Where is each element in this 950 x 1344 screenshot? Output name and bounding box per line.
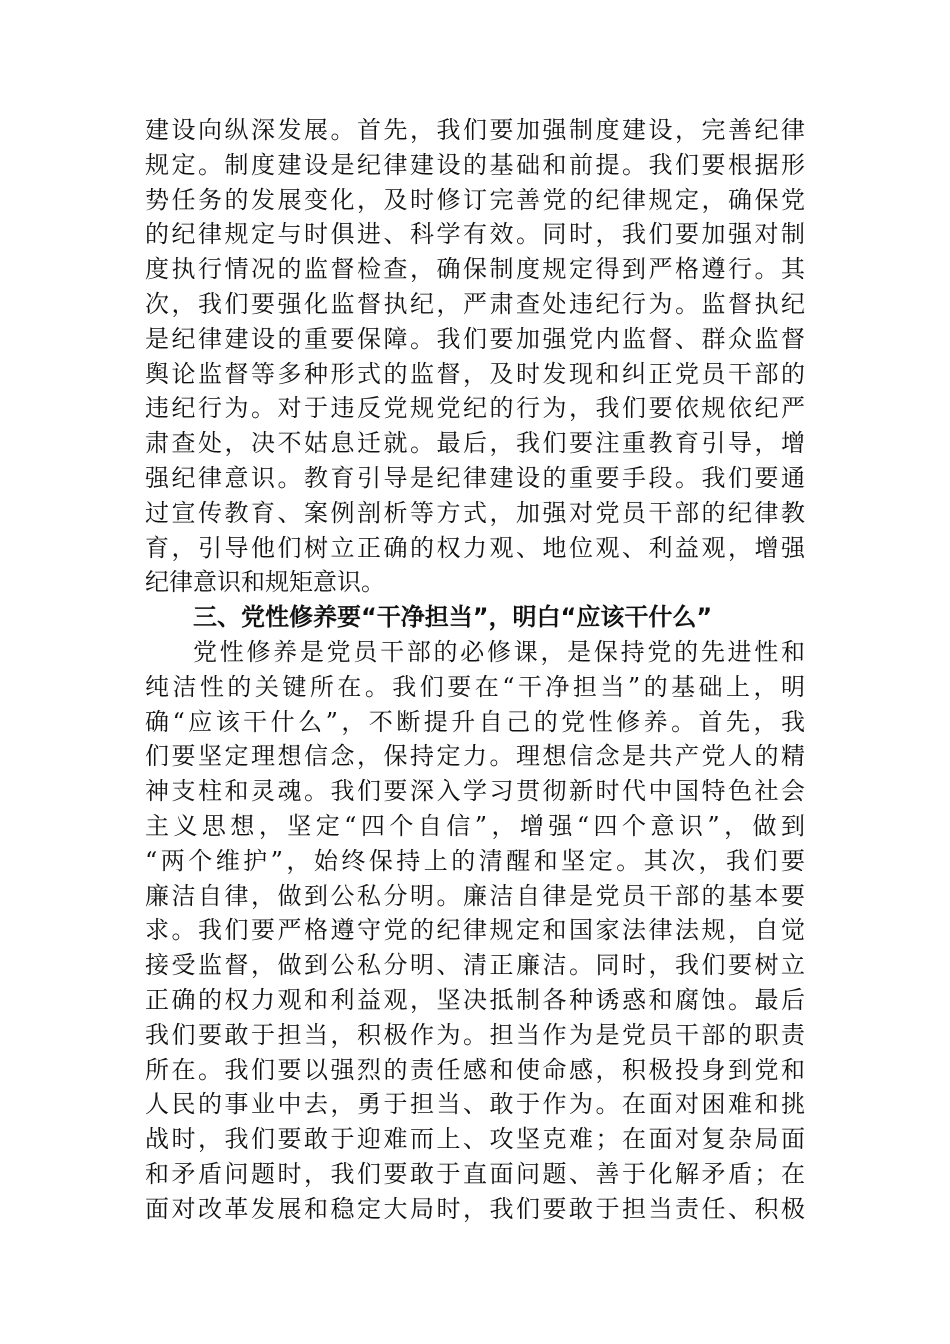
text-line: 战时，我们要敢于迎难而上、攻坚克难；在面对复杂局面 [145,1125,805,1154]
text-line: 廉洁自律，做到公私分明。廉洁自律是党员干部的基本要 [145,881,805,910]
text-line: 和矛盾问题时，我们要敢于直面问题、善于化解矛盾；在 [145,1159,805,1188]
text-line: 强纪律意识。教育引导是纪律建设的重要手段。我们要通 [145,463,805,492]
text-line: 党性修养是党员干部的必修课，是保持党的先进性和 [193,637,805,666]
text-line: “两个维护”，始终保持上的清醒和坚定。其次，我们要 [145,846,805,875]
text-line: 违纪行为。对于违反党规党纪的行为，我们要依规依纪严 [145,394,805,423]
text-line: 接受监督，做到公私分明、清正廉洁。同时，我们要树立 [145,951,805,980]
paragraph-party-spirit [145,635,805,1227]
paragraph-discipline [145,113,805,600]
text-line: 规定。制度建设是纪律建设的基础和前提。我们要根据形 [145,150,805,179]
text-line: 是纪律建设的重要保障。我们要加强党内监督、群众监督 [145,324,805,353]
text-line: 肃查处，决不姑息迁就。最后，我们要注重教育引导，增 [145,429,805,458]
text-line: 们要坚定理想信念，保持定力。理想信念是共产党人的精 [145,742,805,771]
text-line: 过宣传教育、案例剖析等方式，加强对党员干部的纪律教 [145,498,805,527]
text-line: 主义思想，坚定“四个自信”，增强“四个意识”，做到 [145,811,805,840]
text-line: 纯洁性的关键所在。我们要在“干净担当”的基础上，明 [145,672,805,701]
text-line: 所在。我们要以强烈的责任感和使命感，积极投身到党和 [145,1055,805,1084]
text-line: 确“应该干什么”，不断提升自己的党性修养。首先，我 [145,707,805,736]
text-line: 面对改革发展和稳定大局时，我们要敢于担当责任、积极 [145,1194,805,1223]
text-line: 的纪律规定与时俱进、科学有效。同时，我们要加强对制 [145,220,805,249]
text-line: 人民的事业中去，勇于担当、敢于作为。在面对困难和挑 [145,1090,805,1119]
text-line: 神支柱和灵魂。我们要深入学习贯彻新时代中国特色社会 [145,777,805,806]
text-line: 纪律意识和规矩意识。 [145,568,385,597]
document-page [145,113,805,1227]
text-line: 次，我们要强化监督执纪，严肃查处违纪行为。监督执纪 [145,289,805,318]
text-line: 势任务的发展变化，及时修订完善党的纪律规定，确保党 [145,185,805,214]
text-line: 育，引导他们树立正确的权力观、地位观、利益观，增强 [145,533,805,562]
text-line: 舆论监督等多种形式的监督，及时发现和纠正党员干部的 [145,359,805,388]
text-line: 建设向纵深发展。首先，我们要加强制度建设，完善纪律 [145,116,805,144]
text-line: 求。我们要严格遵守党的纪律规定和国家法律法规，自觉 [145,916,805,945]
text-line: 我们要敢于担当，积极作为。担当作为是党员干部的职责 [145,1020,805,1049]
text-line: 度执行情况的监督检查，确保制度规定得到严格遵行。其 [145,255,805,284]
section-heading: 三、党性修养要“干净担当”，明白“应该干什么” [193,603,713,632]
text-line: 正确的权力观和利益观，坚决抵制各种诱惑和腐蚀。最后 [145,985,805,1014]
